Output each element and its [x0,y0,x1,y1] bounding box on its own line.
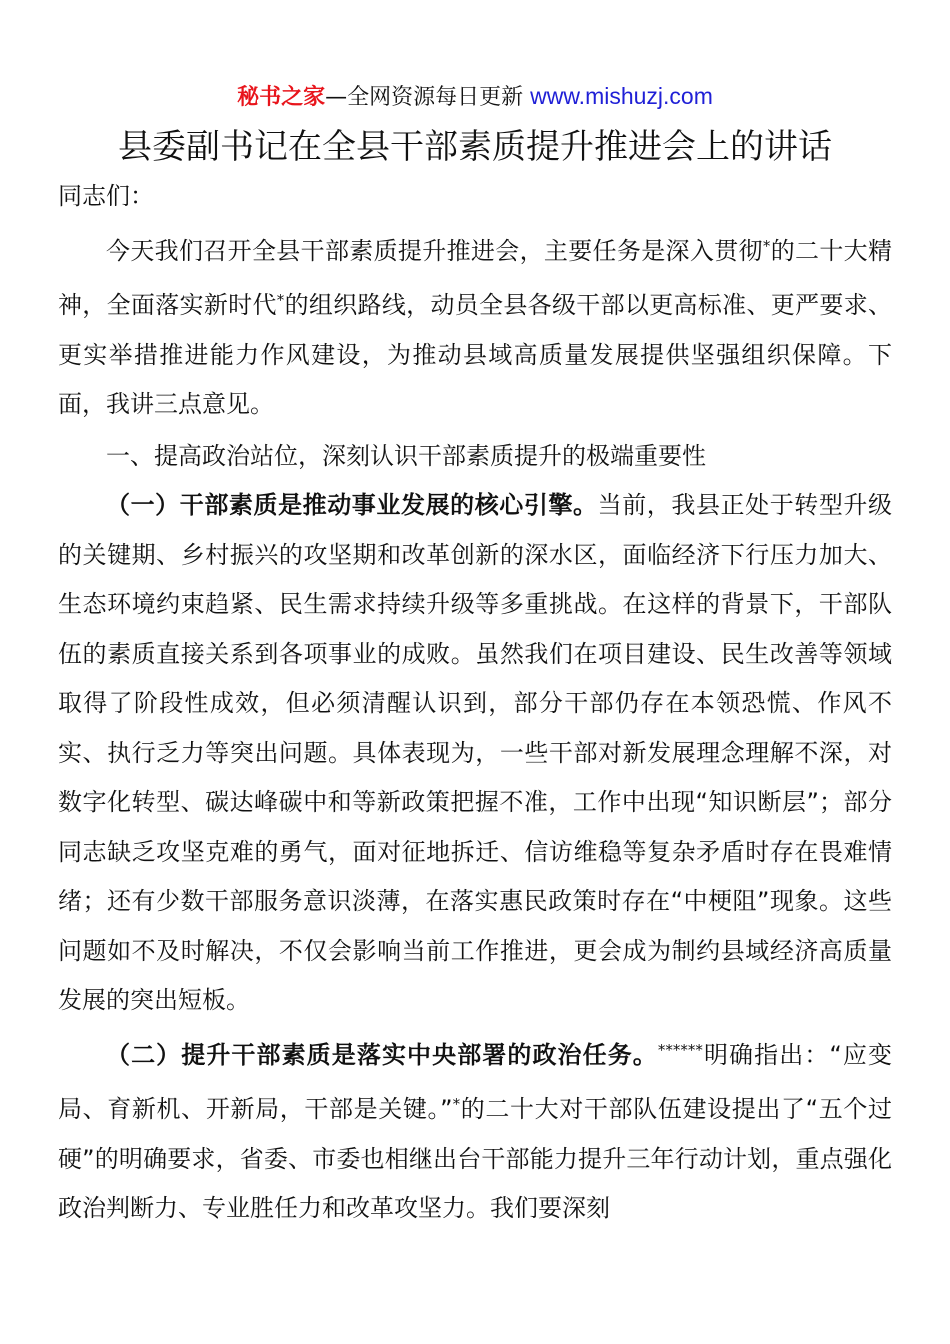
paragraph-2-text1: 明确指出：“应变局、育新机、开新局，干部是关键。” [58,1040,893,1123]
site-name: 秘书之家 [237,85,326,110]
intro-text-part2: 的二十大精神，全面落实新时代 [58,236,892,319]
document-title: 县委副书记在全县干部素质提升推进会上的讲话 [118,127,832,167]
intro-text-part3: 的组织路线，动员全县各级干部以更高标准、更严要求、更实举措推进能力作风建设，为推动县域高质量发展提供坚强组织保障。下面，我讲三点意见。 [58,291,892,418]
salutation: 同志们： [58,182,154,210]
paragraph-1 [58,481,892,1026]
redaction-star: * [762,236,771,255]
paragraph-2 [58,1026,892,1234]
paragraph-2-text2: 的二十大对干部队伍建设提出了“五个过硬”的明确要求，省委、市委也相继出台干部能力提升三年行动计划，重点强化政治判断力、专业胜任力和改革攻坚力。我们要深刻 [58,1095,892,1222]
subheading-1: （一）干部素质是推动事业发展的核心引擎。 [106,491,598,519]
paragraph-1-text: 当前，我县正处于转型升级的关键期、乡村振兴的攻坚期和改革创新的深水区，面临经济下行压力加大、生态环境约束趋紧、民生需求持续升级等多重挑战。在这样的背景下，干部队伍的素质直接关系到各项事业的成败。虽然我们在项目建设、民生改善等领域取得了阶段性成效，但必须清醒认识到，部分干部仍存在本领恐慌、作风不实、执行乏力等突出问题。具体表现为，一些干部对新发展理念理解不深，对数字化转型、碳达峰碳中和等新政策把握不准，工作中出现“知识断层”；部分同志缺乏攻坚克难的勇气，面对征地拆迁、信访维稳等复杂矛盾时存在畏难情绪；还有少数干部服务意识淡薄，在落实惠民政策时存在“中梗阻”现象。这些问题如不及时解决，不仅会影响当前工作推进，更会成为制约县域经济高质量发展的突出短板。 [58,491,893,1014]
site-url-link[interactable]: www.mishuzj.com [530,83,713,109]
subheading-2: （二）提升干部素质是落实中央部署的政治任务。 [106,1040,658,1069]
site-header [0,80,950,114]
redaction-star: * [452,1095,461,1113]
redaction-star: * [276,291,285,309]
redaction-stars: ****** [657,1040,703,1059]
document-body [58,172,892,1234]
section-heading-1: 一、提高政治站位，深刻认识干部素质提升的极端重要性 [106,441,706,470]
intro-paragraph [58,222,892,430]
intro-text-part1: 今天我们召开全县干部素质提升推进会，主要任务是深入贯彻 [106,236,763,265]
site-tagline: —全网资源每日更新 [325,85,524,110]
